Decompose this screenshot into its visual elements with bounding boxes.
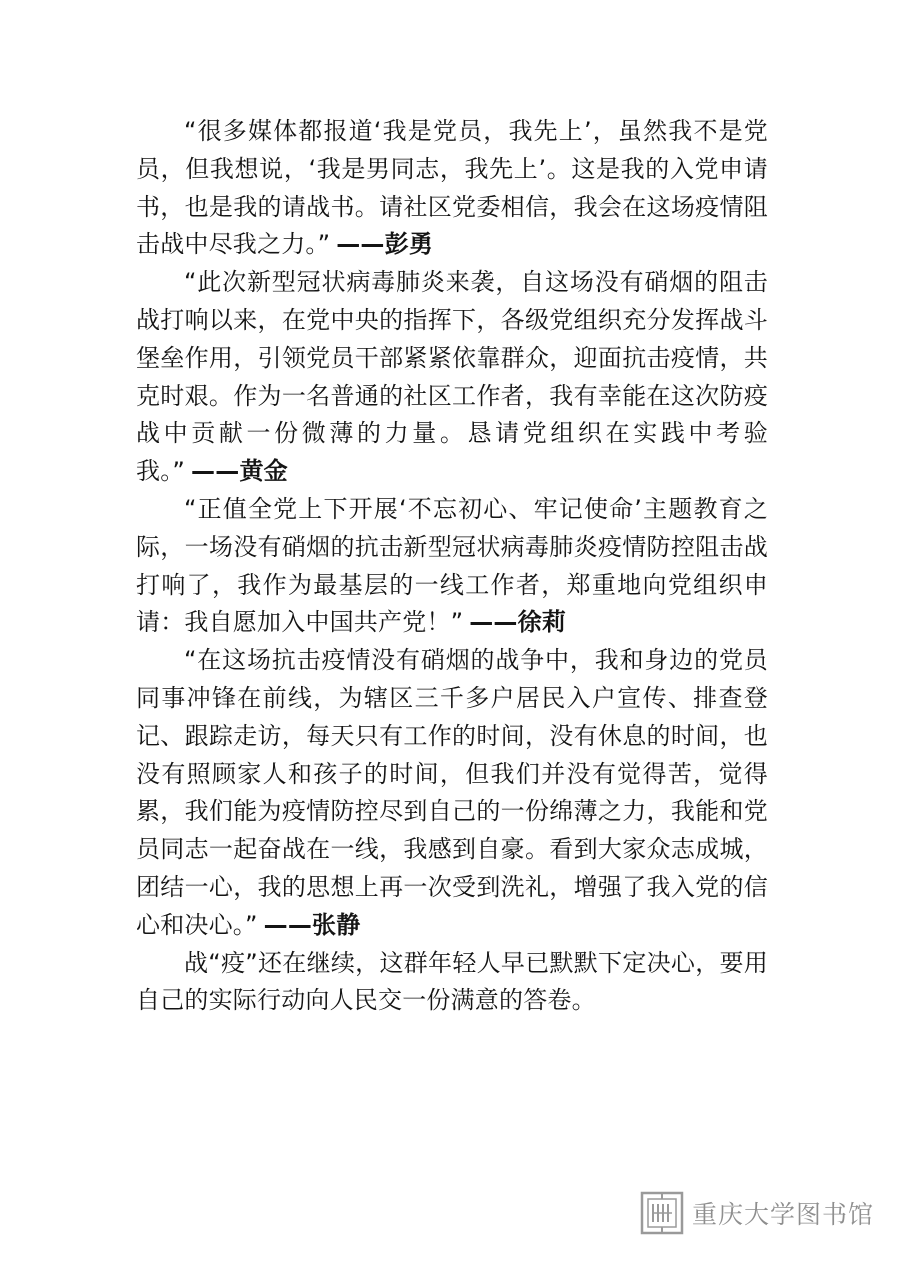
library-watermark [640,1188,874,1238]
document-body [136,113,768,1020]
paragraph-text: 战“疫”还在继续，这群年轻人早已默默下定决心，要用自己的实际行动向人民交一份满意的答卷。 [136,948,768,1015]
paragraph-3 [136,491,768,642]
paragraph-4 [136,642,768,944]
author-signature: ——黄金 [191,457,288,486]
paragraph-text: “很多媒体都报道‘我是党员，我先上’，虽然我不是党员，但我想说，‘我是男同志，我先上’。这是我的入党申请书，也是我的请战书。请社区党委相信，我会在这场疫情阻击战中尽我之力。” [136,117,768,259]
paragraph-text: “正值全党上下开展‘不忘初心、牢记使命’主题教育之际，一场没有硝烟的抗击新型冠状病毒肺炎疫情防控阻击战打响了，我作为最基层的一线工作者，郑重地向党组织申请：我自愿加入中国共产党！” [136,494,768,637]
paragraph-text: “在这场抗击疫情没有硝烟的战争中，我和身边的党员同事冲锋在前线，为辖区三千多户居民入户宣传、排查登记、跟踪走访，每天只有工作的时间，没有休息的时间，也没有照顾家人和孩子的时间，但我们并没有觉得苦，觉得累，我们能为疫情防控尽到自己的一份绵薄之力，我能和党员同志一起奋战在一线，我感到自豪。看到大家众志成城，团结一心，我的思想上再一次受到洗礼，增强了我入党的信心和决心。” [136,646,768,939]
author-signature: ——徐莉 [469,608,567,637]
paragraph-1 [136,113,768,264]
paragraph-5 [136,945,768,1021]
watermark-text: 重庆大学图书馆 [692,1200,875,1229]
author-signature: ——张静 [263,910,361,939]
paragraph-text: “此次新型冠状病毒肺炎来袭，自这场没有硝烟的阻击战打响以来，在党中央的指挥下，各级党组织充分发挥战斗堡垒作用，引领党员干部紧紧依靠群众，迎面抗击疫情，共克时艰。作为一名普通的社区工作者，我有幸能在这次防疫战中贡献一份微薄的力量。恳请党组织在实践中考验我。” [136,268,768,486]
paragraph-2 [136,264,768,491]
library-logo-icon [640,1191,684,1235]
author-signature: ——彭勇 [336,230,434,259]
